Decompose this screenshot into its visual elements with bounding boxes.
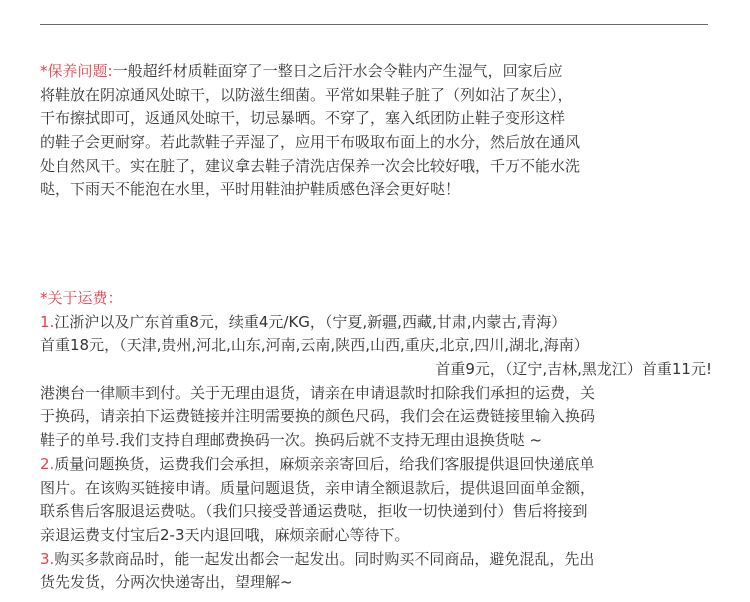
ship-item1-number: 1. <box>40 312 55 331</box>
ship-item2-text-1: 质量问题换货，运费我们会承担，麻烦亲亲寄回后，给我们客服提供退回快递底单 <box>54 454 595 473</box>
care-section <box>40 60 715 202</box>
ship-item2-line-4: 亲退运费支付宝后2-3天内退回哦，麻烦亲耐心等待下。 <box>40 525 410 544</box>
ship-item1-line-5: 于换码，请亲拍下运费链接并注明需要换的颜色尺码，我们会在运费链接里输入换码 <box>40 407 596 426</box>
care-text-1: 一般超纤材质鞋面穿了一整日之后汗水会令鞋内产生湿气，回家后应 <box>112 62 563 80</box>
ship-item1-line-6: 鞋子的单号.我们支持自理邮费换码一次。换码后就不支持无理由退换货哒 ~ <box>40 431 543 450</box>
care-heading: *保养问题: <box>40 62 113 80</box>
ship-item1-line-1 <box>40 311 715 335</box>
ship-item1-line-2: 首重18元，（天津,贵州,河北,山东,河南,云南,陕西,山西,重庆,北京,四川,湖北,海南） <box>40 336 589 355</box>
ship-item2-number: 2. <box>40 454 55 473</box>
ship-item2-line-1 <box>40 453 715 477</box>
ship-item2-line-3: 联系售后客服退运费哒。（我们只接受普通运费哒，拒收一切快递到付）售后将接到 <box>40 502 588 521</box>
ship-item1-line-3: 首重9元，（辽宁,吉林,黑龙江）首重11元! <box>435 360 712 379</box>
shipping-section <box>40 287 715 595</box>
ship-item3-line-2: 货先发货，分两次快递寄出，望理解~ <box>40 573 293 592</box>
care-line-1 <box>40 60 715 84</box>
ship-item3-line-1 <box>40 548 715 572</box>
care-line-4: 的鞋子会更耐穿。若此款鞋子弄湿了，应用干布吸取布面上的水分，然后放在通风 <box>40 133 581 152</box>
care-line-3: 干布擦拭即可，返通风处晾干，切忌暴晒。不穿了，塞入纸团防止鞋子变形这样 <box>40 109 566 128</box>
ship-item1-text-1: 江浙沪以及广东首重8元，续重4元/KG，（宁夏,新疆,西藏,甘肃,内蒙古,青海） <box>54 312 567 331</box>
top-divider <box>40 24 708 25</box>
ship-item1-line-4: 港澳台一律顺丰到付。关于无理由退货，请亲在申请退款时扣除我们承担的运费，关 <box>40 383 596 402</box>
care-line-2: 将鞋放在阴凉通风处晾干，以防滋生细菌。平常如果鞋子脏了（列如沾了灰尘）， <box>40 85 573 104</box>
ship-item3-number: 3. <box>40 549 55 568</box>
shipping-heading: *关于运费： <box>40 289 123 307</box>
ship-item3-text-1: 购买多款商品时，能一起发出都会一起发出。同时购买不同商品，避免混乱，先出 <box>54 549 595 568</box>
ship-item2-line-2: 图片。在该购买链接申请。质量问题退货，亲申请全额退款后，提供退回面单金额， <box>40 478 596 497</box>
care-line-6: 哒，下雨天不能泡在水里，平时用鞋油护鞋质感色泽会更好哒！ <box>40 180 461 199</box>
care-line-5: 处自然风干。实在脏了，建议拿去鞋子清洗店保养一次会比较好哦，千万不能水洗 <box>40 156 581 175</box>
